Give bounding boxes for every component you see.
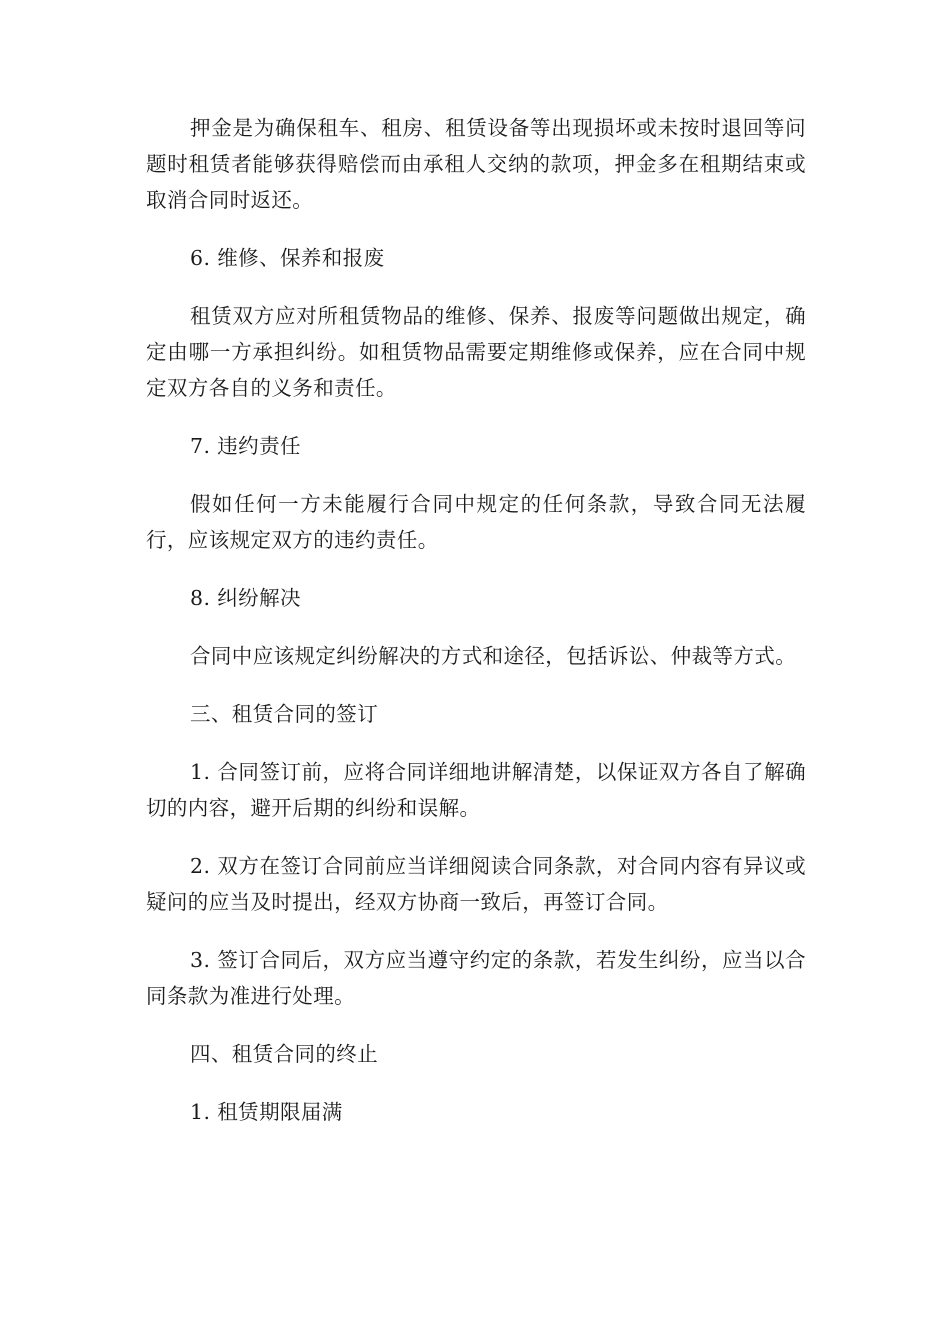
paragraph-signing-3: 3. 签订合同后，双方应当遵守约定的条款，若发生纠纷，应当以合同条款为准进行处理。 xyxy=(146,948,806,1008)
paragraph-signing-2: 2. 双方在签订合同前应当详细阅读合同条款，对合同内容有异议或疑问的应当及时提出，经双方协商一致后，再签订合同。 xyxy=(146,854,806,914)
paragraph-dispute: 合同中应该规定纠纷解决的方式和途径，包括诉讼、仲裁等方式。 xyxy=(190,644,797,668)
section-heading-termination: 四、租赁合同的终止 xyxy=(190,1042,379,1066)
heading-dispute: 8. 纠纷解决 xyxy=(190,586,301,610)
section-heading-signing: 三、租赁合同的签订 xyxy=(190,702,379,726)
paragraph-maintenance: 租赁双方应对所租赁物品的维修、保养、报废等问题做出规定，确定由哪一方承担纠纷。如租赁物品需要定期维修或保养，应在合同中规定双方各自的义务和责任。 xyxy=(146,304,806,400)
document-body xyxy=(146,110,806,1152)
paragraph-signing-1: 1. 合同签订前，应将合同详细地讲解清楚，以保证双方各自了解确切的内容，避开后期的纠纷和误解。 xyxy=(146,760,806,820)
paragraph-breach: 假如任何一方未能履行合同中规定的任何条款，导致合同无法履行，应该规定双方的违约责任。 xyxy=(146,492,806,552)
paragraph-deposit: 押金是为确保租车、租房、租赁设备等出现损坏或未按时退回等问题时租赁者能够获得赔偿而由承租人交纳的款项，押金多在租期结束或取消合同时返还。 xyxy=(146,116,806,212)
heading-breach: 7. 违约责任 xyxy=(190,434,301,458)
heading-maintenance: 6. 维修、保养和报废 xyxy=(190,246,385,270)
heading-term-expiry: 1. 租赁期限届满 xyxy=(190,1100,343,1124)
